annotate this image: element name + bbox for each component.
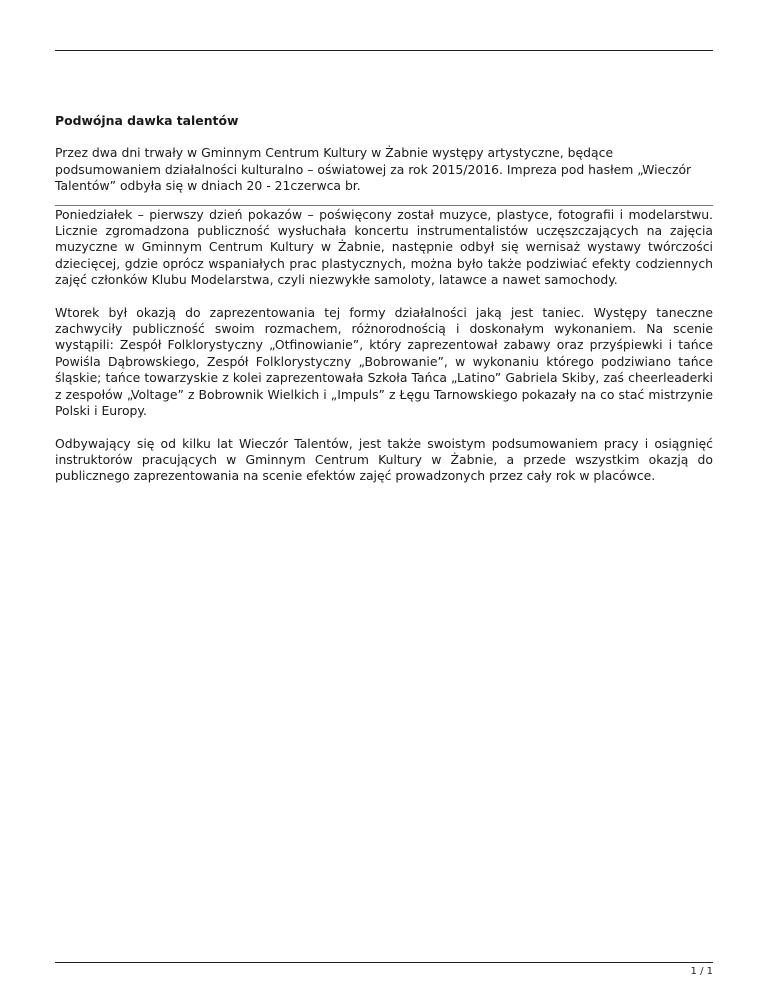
header-rule	[55, 50, 713, 51]
article-intro: Przez dwa dni trwały w Gminnym Centrum Kultury w Żabnie występy artystyczne, będące podsumowaniem działalności kulturalno – oświatowej za rok 2015/2016. Impreza pod hasłem „Wieczór Talentów” odbyła się w dniach 20 - 21czerwca br.	[55, 145, 692, 194]
article-paragraph-1: Poniedziałek – pierwszy dzień pokazów – poświęcony został muzyce, plastyce, fotografii i modelarstwu. Licznie zgromadzona publiczność wysłuchała koncertu instrumentalistów uczęszczających na zajęcia muzyczne w Gminnym Centrum Kultury w Żabnie, następnie odbył się wernisaż wystawy twórczości dziecięcej, gdzie oprócz wspaniałych prac plastycznych, można było także podziwiać efekty codziennych zajęć członków Klubu Modelarstwa, czyli niezwykłe samoloty, latawce a nawet samochody.	[55, 206, 713, 288]
article-title: Podwójna dawka talentów	[55, 113, 239, 128]
document-page	[55, 113, 713, 501]
section-divider	[55, 205, 713, 206]
footer-rule	[55, 962, 713, 963]
article-paragraph-2: Wtorek był okazją do zaprezentowania tej formy działalności jaką jest taniec. Występy taneczne zachwyciły publiczność swoim rozmachem, różnorodnością i doskonałym wykonaniem. Na scenie wystąpili: Zespół Folklorystyczny „Otfinowianie”, który zaprezentował zabawy oraz przyśpiewki i tańce Powiśla Dąbrowskiego, Zespół Folklorystyczny „Bobrowanie”, w wykonaniu którego podziwiano tańce śląskie; tańce towarzyskie z kolei zaprezentowała Szkoła Tańca „Latino” Gabriela Skiby, zaś cheerleaderki z zespołów „Voltage” z Bobrownik Wielkich i „Impuls” z Łęgu Tarnowskiego pokazały na co stać mistrzynie Polski i Europy.	[55, 304, 713, 419]
article-paragraph-3: Odbywający się od kilku lat Wieczór Talentów, jest także swoistym podsumowaniem pracy i osiągnięć instruktorów pracujących w Gminnym Centrum Kultury w Żabnie, a przede wszystkim okazją do publicznego zaprezentowania na scenie efektów zajęć prowadzonych przez cały rok w placówce.	[55, 435, 713, 484]
page-number: 1 / 1	[690, 966, 713, 977]
